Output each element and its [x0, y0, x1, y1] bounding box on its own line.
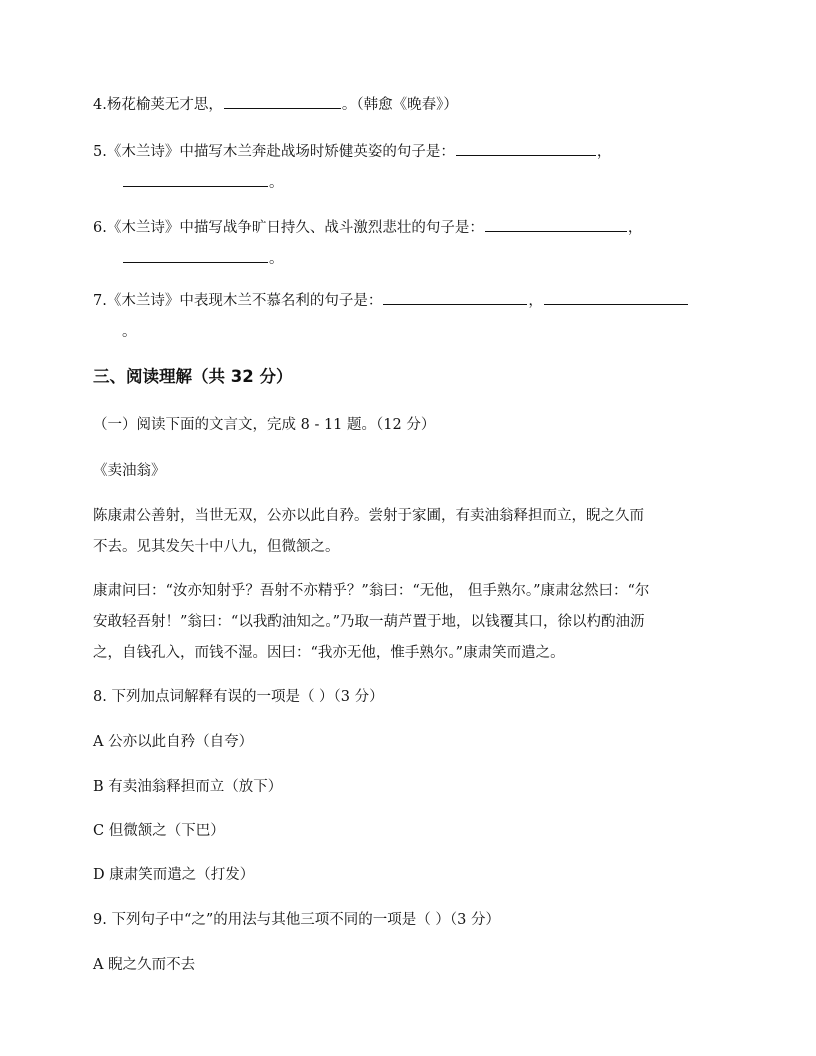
passage-paragraph-2-line-2: 安敢轻吾射！”翁曰：“以我酌油知之。”乃取一葫芦置于地，以钱覆其口，徐以杓酌油沥	[93, 614, 645, 630]
passage-title: 《卖油翁》	[93, 463, 166, 479]
answer-blank[interactable]	[123, 248, 268, 263]
answer-blank[interactable]	[456, 141, 596, 156]
part-instruction: （一）阅读下面的文言文，完成 8 - 11 题。（12 分）	[93, 417, 436, 433]
question-7	[93, 290, 689, 311]
passage-paragraph-1-line-1: 陈康肃公善射，当世无双，公亦以此自矜。尝射于家圃，有卖油翁释担而立，睨之久而	[93, 508, 644, 524]
question-8-stem: 8. 下列加点词解释有误的一项是（ ）（3 分）	[93, 689, 384, 705]
answer-blank[interactable]	[123, 172, 268, 187]
question-7-continuation	[122, 322, 137, 342]
punctuation: ，	[528, 293, 543, 309]
question-4-text: 4.杨花榆荚无才思，	[93, 97, 223, 113]
punctuation: ，	[627, 220, 643, 236]
question-8-option-a[interactable]: A 公亦以此自矜（自夸）	[93, 734, 254, 750]
question-5-continuation	[122, 172, 284, 193]
punctuation: ，	[596, 144, 612, 160]
punctuation: 。	[269, 175, 284, 191]
passage-paragraph-1-line-2: 不去。见其发矢十中八九，但微颔之。	[93, 539, 340, 555]
passage-paragraph-2-line-3: 之，自钱孔入，而钱不湿。因曰：“我亦无他，惟手熟尔。”康肃笑而遣之。	[93, 645, 565, 661]
passage-paragraph-2-line-1: 康肃问曰：“汝亦知射乎？吾射不亦精乎？”翁曰：“无他， 但手熟尔。”康肃忿然曰：“尔	[93, 583, 650, 599]
answer-blank[interactable]	[544, 290, 688, 305]
question-4	[93, 94, 458, 115]
question-8-option-d[interactable]: D 康肃笑而遣之（打发）	[93, 867, 255, 883]
section-heading: 三、阅读理解（共 32 分）	[93, 367, 293, 386]
question-5	[93, 141, 611, 162]
answer-blank[interactable]	[224, 94, 341, 109]
answer-blank[interactable]	[383, 290, 527, 305]
question-9-stem: 9. 下列句子中“之”的用法与其他三项不同的一项是（ ）（3 分）	[93, 912, 500, 928]
question-8-option-c[interactable]: C 但微颔之（下巴）	[93, 823, 225, 839]
question-8-option-b[interactable]: B 有卖油翁释担而立（放下）	[93, 779, 283, 795]
answer-blank[interactable]	[485, 217, 627, 232]
question-9-option-a[interactable]: A 睨之久而不去	[93, 957, 196, 973]
question-6	[93, 217, 642, 238]
punctuation: 。	[122, 324, 137, 340]
question-6-continuation	[122, 248, 284, 269]
question-6-text: 6.《木兰诗》中描写战争旷日持久、战斗激烈悲壮的句子是：	[93, 220, 484, 236]
punctuation: 。	[269, 251, 284, 267]
question-7-text: 7.《木兰诗》中表现木兰不慕名利的句子是：	[93, 293, 383, 309]
question-5-text: 5.《木兰诗》中描写木兰奔赴战场时矫健英姿的句子是：	[93, 144, 455, 160]
question-4-source: 。（韩愈《晚春》）	[341, 97, 458, 113]
